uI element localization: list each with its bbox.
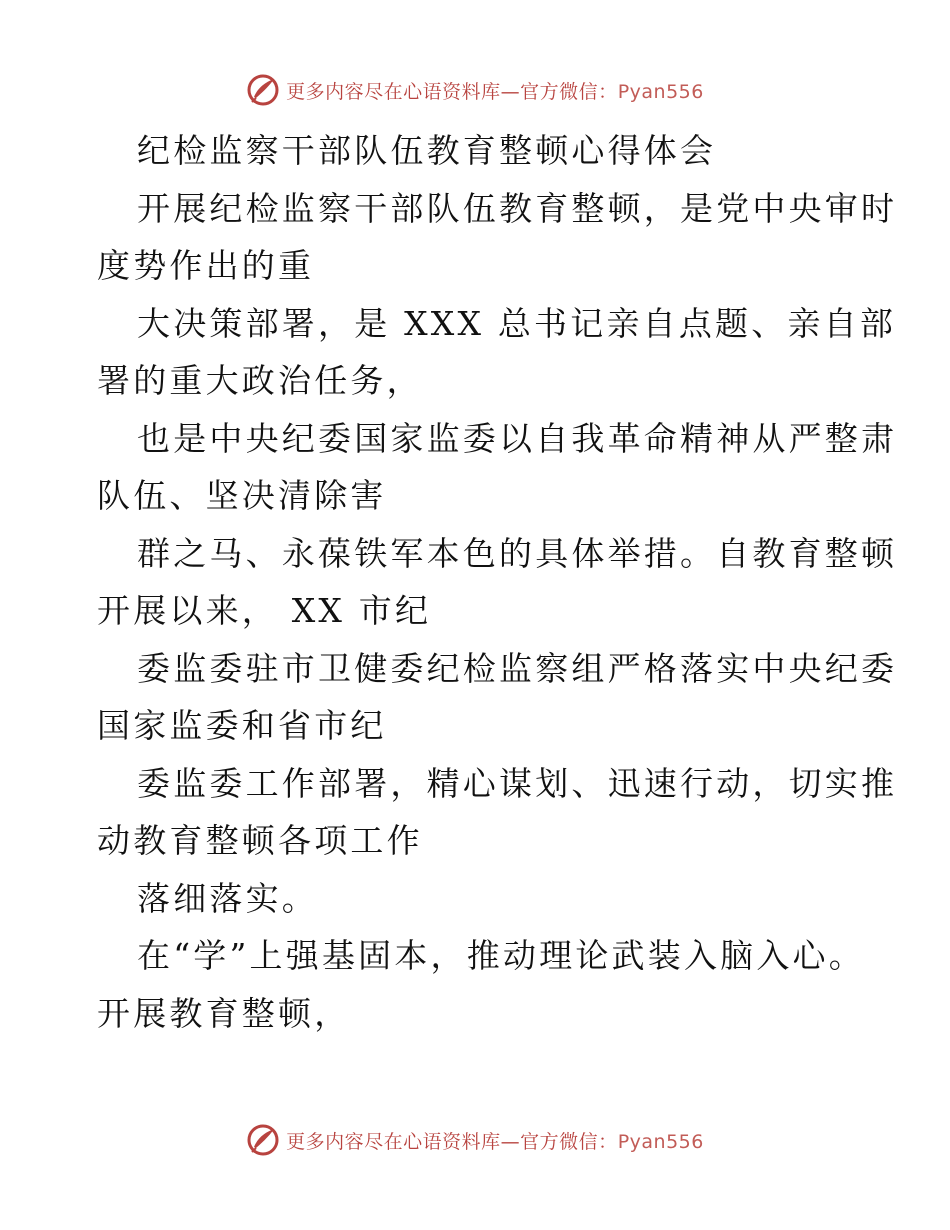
text-line: 开展教育整顿， xyxy=(97,993,351,1033)
text-line: 委监委工作部署，精心谋划、迅速行动，切实推 xyxy=(137,763,898,803)
text-line: 开展以来， XX 市纪 xyxy=(97,591,432,630)
document-body xyxy=(97,122,898,1042)
text-line: 也是中央纪委国家监委以自我革命精神从严整肃 xyxy=(137,418,898,458)
text-line: 落细落实。 xyxy=(137,878,318,918)
watermark-separator: — xyxy=(500,80,521,103)
text-line: 开展纪检监察干部队伍教育整顿，是党中央审时 xyxy=(137,188,898,228)
watermark-label: 官方微信： xyxy=(520,1130,618,1153)
text-line: 群之马、永葆铁军本色的具体举措。自教育整顿 xyxy=(137,533,898,573)
watermark-separator: — xyxy=(500,1130,521,1153)
watermark-main: 更多内容尽在心语资料库 xyxy=(286,1130,501,1153)
text-line: 度势作出的重 xyxy=(97,246,315,285)
quill-seal-icon xyxy=(246,73,280,107)
text-line: 在“学”上强基固本，推动理论武装入脑入心。 xyxy=(137,936,865,975)
footer-watermark xyxy=(0,1120,950,1160)
text-line: 委监委驻市卫健委纪检监察组严格落实中央纪委 xyxy=(137,648,898,688)
watermark-main: 更多内容尽在心语资料库 xyxy=(286,80,501,103)
watermark-id: Pyan556 xyxy=(617,1130,704,1153)
text-line: 纪检监察干部队伍教育整顿心得体会 xyxy=(137,131,717,170)
text-line: 国家监委和省市纪 xyxy=(97,706,387,745)
text-line: 动教育整顿各项工作 xyxy=(97,821,423,860)
text-line: 大决策部署，是 XXX 总书记亲自点题、亲自部 xyxy=(137,303,897,343)
quill-seal-icon xyxy=(246,1123,280,1157)
watermark-label: 官方微信： xyxy=(520,80,618,103)
text-line: 队伍、坚决清除害 xyxy=(97,476,387,515)
watermark-id: Pyan556 xyxy=(617,80,704,103)
header-watermark xyxy=(0,70,950,110)
text-line: 署的重大政治任务， xyxy=(97,361,423,400)
